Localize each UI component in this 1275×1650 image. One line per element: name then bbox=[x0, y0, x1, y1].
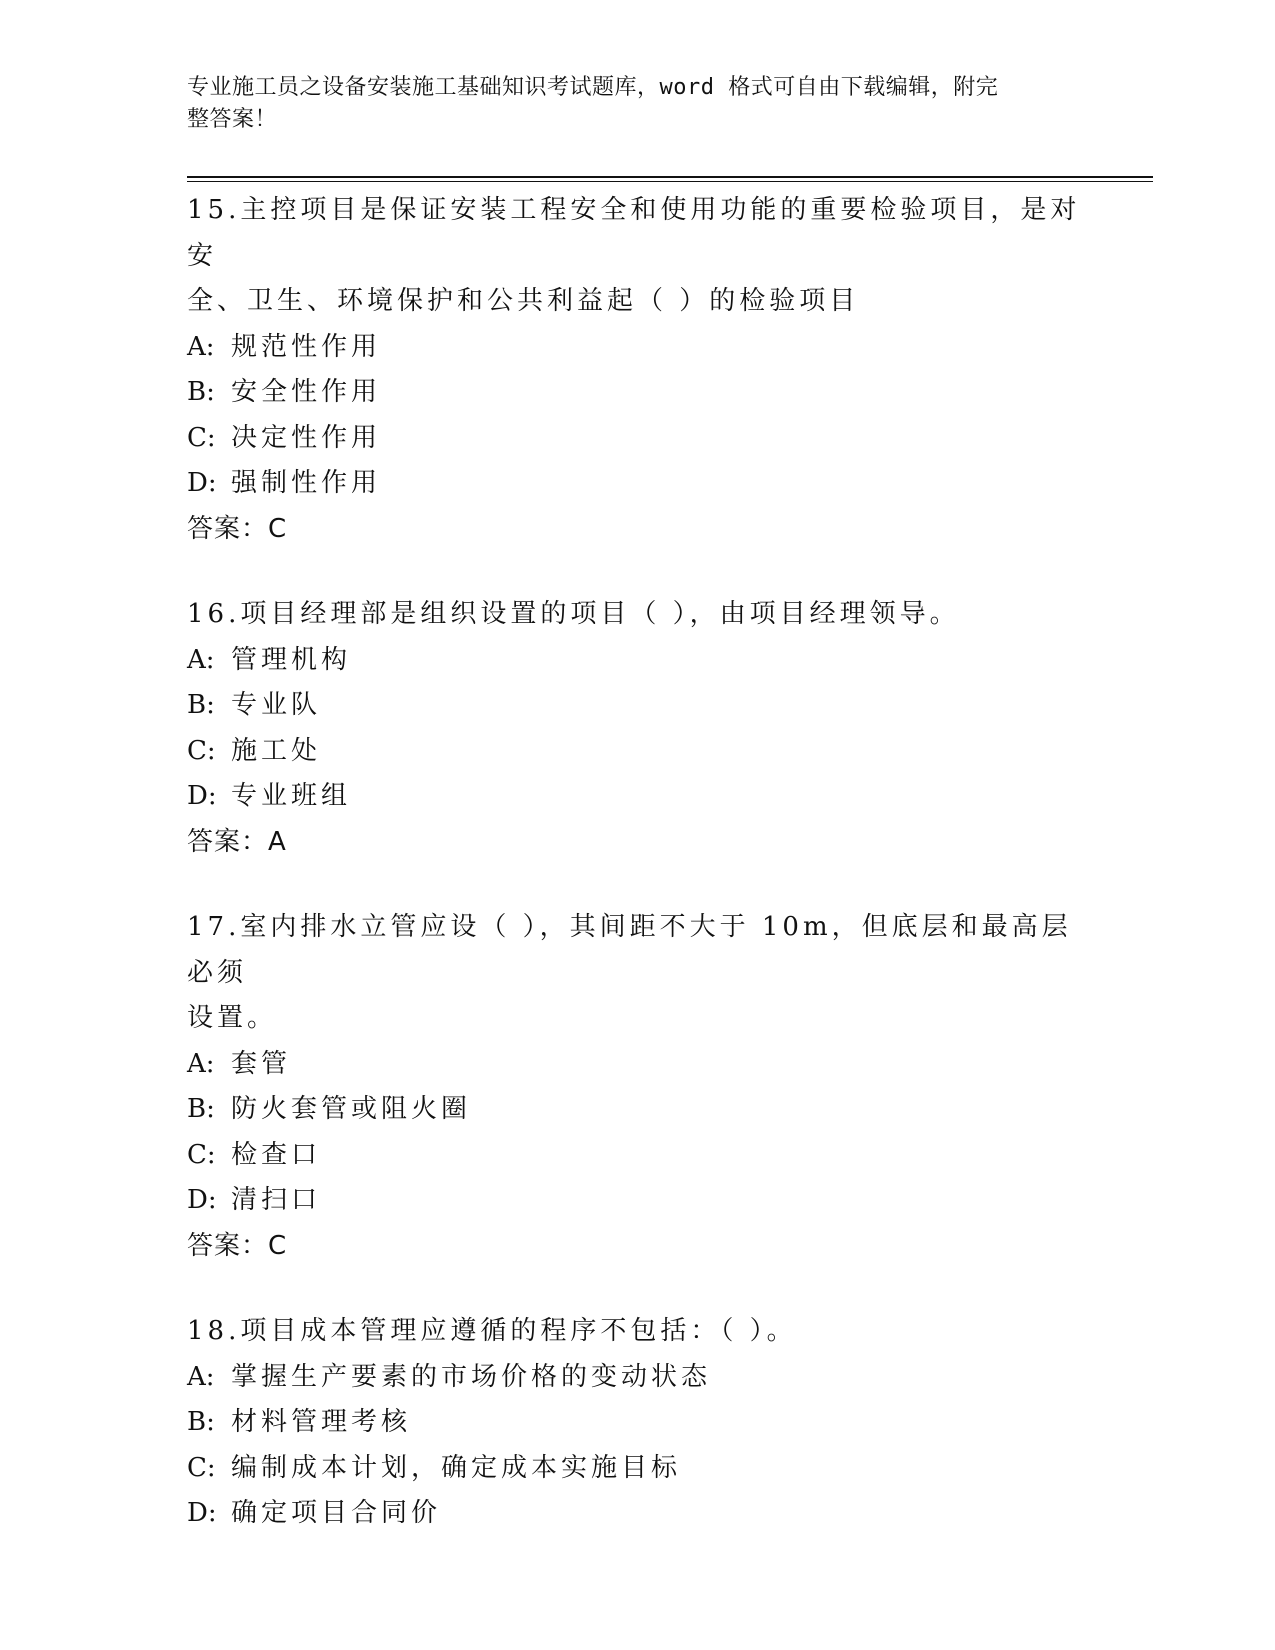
option-a bbox=[187, 325, 1087, 371]
document-header bbox=[187, 72, 1067, 136]
option-c bbox=[187, 416, 1087, 462]
question-text-line: 15.主控项目是保证安装工程安全和使用功能的重要检验项目，是对安 bbox=[187, 195, 1081, 271]
question-text-line: 18.项目成本管理应遵循的程序不包括：（ ）。 bbox=[187, 1316, 797, 1346]
option-letter: B: bbox=[187, 1407, 215, 1437]
header-rule-thick bbox=[187, 176, 1153, 178]
option-letter: B: bbox=[187, 1094, 215, 1124]
option-letter: B: bbox=[187, 690, 215, 720]
option-a bbox=[187, 1042, 1087, 1088]
option-letter: A: bbox=[187, 1361, 215, 1392]
option-letter: C: bbox=[187, 1452, 216, 1483]
question-text-line: 16.项目经理部是组织设置的项目（ ），由项目经理领导。 bbox=[187, 599, 960, 629]
option-letter: C: bbox=[187, 735, 216, 766]
question-text-line: 全、卫生、环境保护和公共利益起（ ）的检验项目 bbox=[187, 286, 860, 316]
option-b bbox=[187, 1087, 1087, 1133]
option-letter: A: bbox=[187, 644, 215, 675]
question-15 bbox=[187, 188, 1087, 552]
option-text: 编制成本计划，确定成本实施目标 bbox=[231, 1452, 682, 1483]
option-c bbox=[187, 729, 1087, 775]
option-text: 管理机构 bbox=[231, 644, 352, 675]
option-letter: B: bbox=[187, 377, 215, 407]
answer-line: 答案：A bbox=[187, 826, 287, 857]
answer-line: 答案：C bbox=[187, 513, 288, 544]
header-line-1: 专业施工员之设备安装施工基础知识考试题库，word 格式可自由下载编辑，附完 bbox=[187, 75, 999, 100]
question-16 bbox=[187, 592, 1087, 865]
option-letter: C: bbox=[187, 422, 216, 453]
option-text: 决定性作用 bbox=[231, 422, 382, 453]
option-text: 确定项目合同价 bbox=[231, 1498, 442, 1528]
option-b bbox=[187, 370, 1087, 416]
header-line-2: 整答案！ bbox=[187, 107, 278, 132]
option-letter: D: bbox=[187, 1185, 217, 1215]
option-text: 掌握生产要素的市场价格的变动状态 bbox=[231, 1361, 712, 1392]
option-b bbox=[187, 1400, 1087, 1446]
option-text: 专业队 bbox=[231, 690, 322, 720]
option-letter: A: bbox=[187, 331, 215, 362]
option-letter: C: bbox=[187, 1139, 216, 1170]
option-b bbox=[187, 683, 1087, 729]
option-d bbox=[187, 461, 1087, 507]
option-text: 专业班组 bbox=[231, 781, 352, 811]
option-text: 套管 bbox=[231, 1048, 292, 1079]
option-c bbox=[187, 1446, 1087, 1492]
option-text: 防火套管或阻火圈 bbox=[231, 1094, 472, 1124]
option-a bbox=[187, 638, 1087, 684]
option-letter: D: bbox=[187, 468, 217, 498]
option-text: 检查口 bbox=[231, 1139, 322, 1170]
option-c bbox=[187, 1133, 1087, 1179]
question-list bbox=[187, 188, 1087, 1577]
option-d bbox=[187, 774, 1087, 820]
option-d bbox=[187, 1491, 1087, 1537]
option-text: 清扫口 bbox=[231, 1185, 322, 1215]
option-text: 规范性作用 bbox=[231, 331, 382, 362]
option-text: 材料管理考核 bbox=[231, 1407, 412, 1437]
option-text: 安全性作用 bbox=[231, 377, 382, 407]
option-letter: A: bbox=[187, 1048, 215, 1079]
answer-line: 答案：C bbox=[187, 1230, 288, 1261]
option-letter: D: bbox=[187, 781, 217, 811]
question-text-line: 17.室内排水立管应设（ ），其间距不大于 10m，但底层和最高层必须 bbox=[187, 912, 1072, 988]
header-rule-thin bbox=[187, 181, 1153, 182]
option-a bbox=[187, 1355, 1087, 1401]
option-d bbox=[187, 1178, 1087, 1224]
question-17 bbox=[187, 905, 1087, 1269]
option-text: 强制性作用 bbox=[231, 468, 382, 498]
question-text-line: 设置。 bbox=[187, 1003, 278, 1033]
option-text: 施工处 bbox=[231, 735, 322, 766]
option-letter: D: bbox=[187, 1498, 217, 1528]
question-18 bbox=[187, 1309, 1087, 1537]
